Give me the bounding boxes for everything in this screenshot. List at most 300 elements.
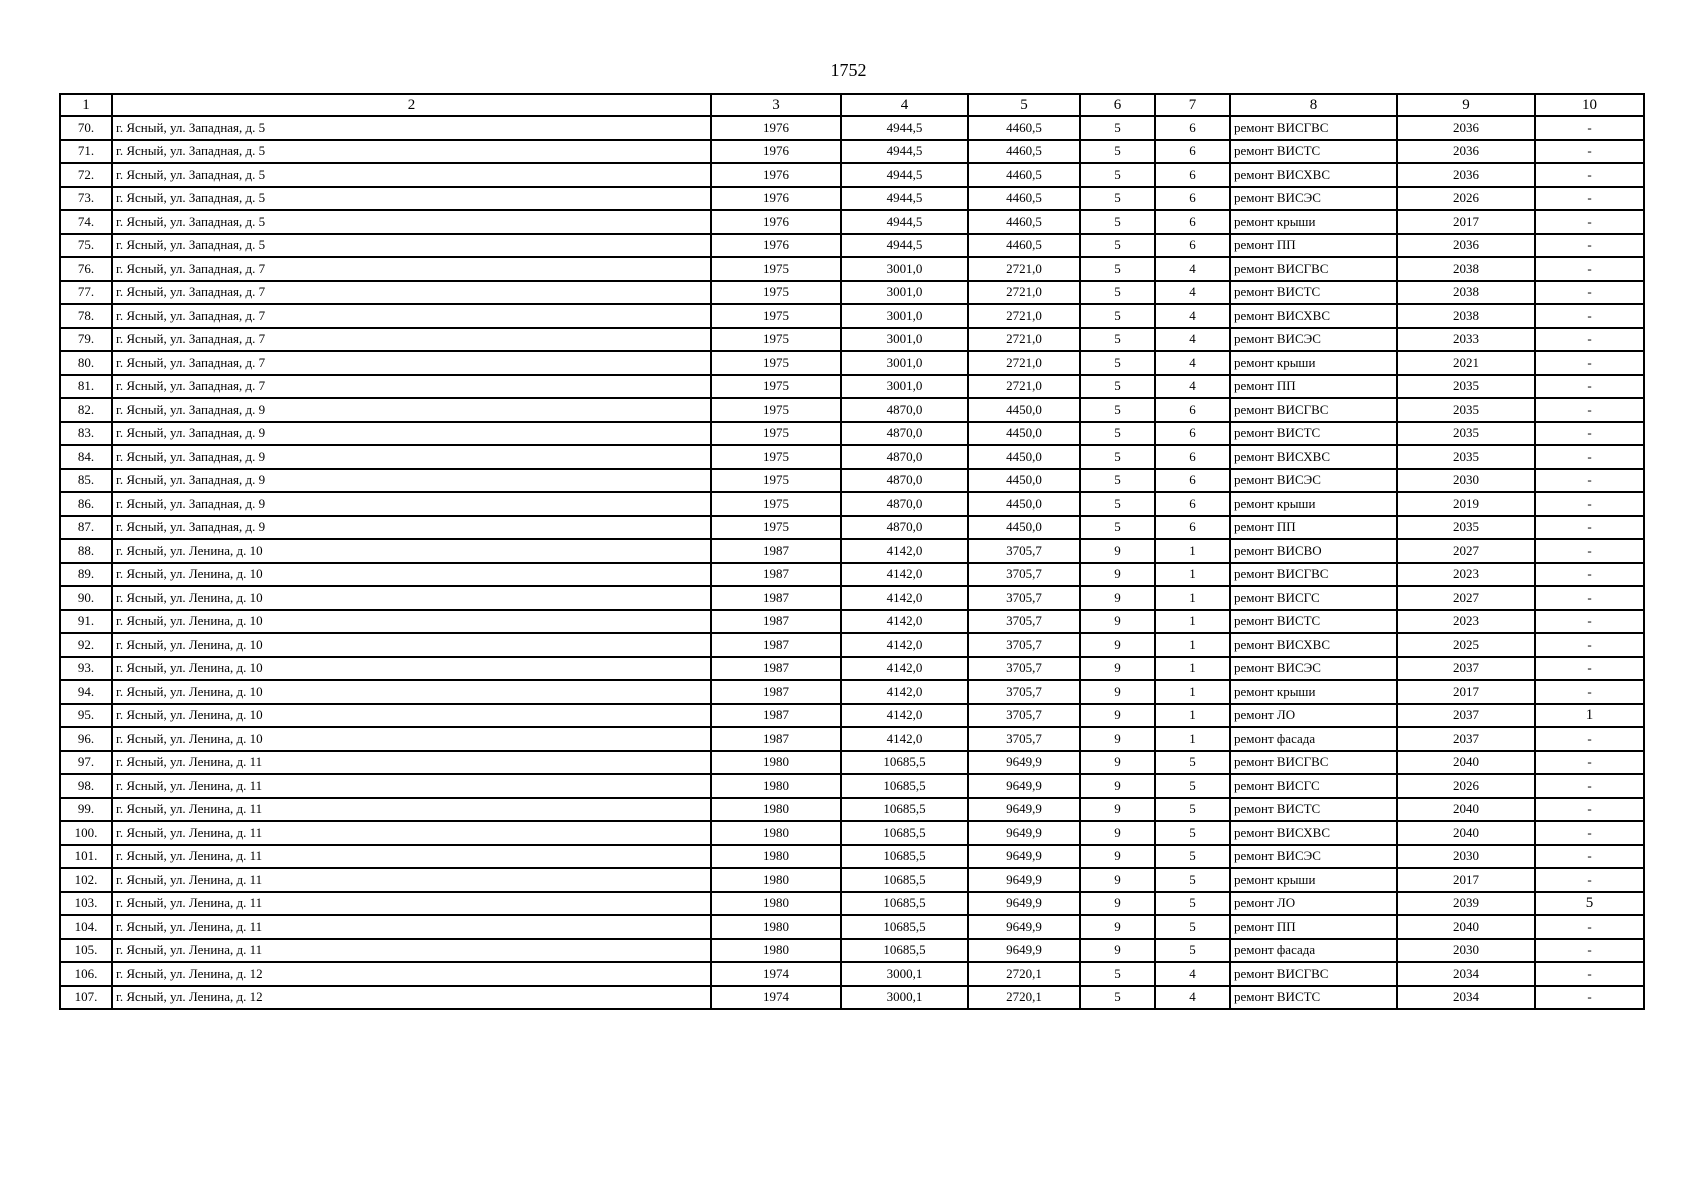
cell-quantity: - <box>1535 563 1644 587</box>
cell-row-number: 80. <box>60 351 112 375</box>
table-row <box>60 962 1644 986</box>
cell-total-area: 3001,0 <box>841 351 968 375</box>
cell-floors: 9 <box>1080 892 1155 916</box>
table-row <box>60 892 1644 916</box>
cell-address: г. Ясный, ул. Западная, д. 7 <box>112 281 711 305</box>
cell-entrances: 5 <box>1155 774 1230 798</box>
cell-total-area: 4870,0 <box>841 398 968 422</box>
cell-entrances: 1 <box>1155 563 1230 587</box>
cell-year-built: 1980 <box>711 751 841 775</box>
cell-planned-year: 2036 <box>1397 116 1535 140</box>
cell-floors: 9 <box>1080 704 1155 728</box>
cell-living-area: 9649,9 <box>968 892 1080 916</box>
cell-row-number: 91. <box>60 610 112 634</box>
cell-floors: 9 <box>1080 845 1155 869</box>
cell-address: г. Ясный, ул. Западная, д. 9 <box>112 516 711 540</box>
cell-work-type: ремонт ВИСТС <box>1230 422 1397 446</box>
cell-planned-year: 2017 <box>1397 868 1535 892</box>
cell-row-number: 85. <box>60 469 112 493</box>
cell-entrances: 6 <box>1155 116 1230 140</box>
cell-floors: 5 <box>1080 234 1155 258</box>
cell-total-area: 4870,0 <box>841 469 968 493</box>
cell-total-area: 4142,0 <box>841 704 968 728</box>
cell-living-area: 2721,0 <box>968 351 1080 375</box>
cell-quantity: - <box>1535 610 1644 634</box>
cell-floors: 5 <box>1080 304 1155 328</box>
header-row <box>60 94 1644 116</box>
cell-floors: 9 <box>1080 610 1155 634</box>
cell-entrances: 1 <box>1155 727 1230 751</box>
cell-address: г. Ясный, ул. Западная, д. 9 <box>112 445 711 469</box>
cell-row-number: 74. <box>60 210 112 234</box>
cell-row-number: 71. <box>60 140 112 164</box>
cell-work-type: ремонт ВИСГС <box>1230 774 1397 798</box>
cell-row-number: 97. <box>60 751 112 775</box>
cell-planned-year: 2030 <box>1397 469 1535 493</box>
cell-work-type: ремонт ВИСТС <box>1230 798 1397 822</box>
cell-year-built: 1987 <box>711 657 841 681</box>
cell-living-area: 4460,5 <box>968 187 1080 211</box>
cell-living-area: 4460,5 <box>968 116 1080 140</box>
cell-entrances: 5 <box>1155 798 1230 822</box>
cell-planned-year: 2036 <box>1397 234 1535 258</box>
cell-quantity: - <box>1535 163 1644 187</box>
cell-work-type: ремонт ВИСХВС <box>1230 163 1397 187</box>
cell-entrances: 6 <box>1155 187 1230 211</box>
cell-entrances: 5 <box>1155 751 1230 775</box>
cell-total-area: 3001,0 <box>841 257 968 281</box>
cell-row-number: 79. <box>60 328 112 352</box>
cell-work-type: ремонт ВИСГВС <box>1230 962 1397 986</box>
cell-floors: 9 <box>1080 563 1155 587</box>
cell-work-type: ремонт ВИСГВС <box>1230 751 1397 775</box>
cell-address: г. Ясный, ул. Ленина, д. 10 <box>112 610 711 634</box>
cell-entrances: 1 <box>1155 539 1230 563</box>
cell-total-area: 10685,5 <box>841 868 968 892</box>
cell-quantity: - <box>1535 257 1644 281</box>
cell-address: г. Ясный, ул. Ленина, д. 10 <box>112 633 711 657</box>
cell-entrances: 1 <box>1155 680 1230 704</box>
column-header: 6 <box>1080 94 1155 116</box>
cell-floors: 5 <box>1080 351 1155 375</box>
cell-row-number: 99. <box>60 798 112 822</box>
cell-planned-year: 2040 <box>1397 821 1535 845</box>
cell-quantity: - <box>1535 868 1644 892</box>
cell-quantity: - <box>1535 774 1644 798</box>
cell-floors: 9 <box>1080 868 1155 892</box>
cell-year-built: 1987 <box>711 727 841 751</box>
cell-total-area: 4870,0 <box>841 445 968 469</box>
cell-quantity: - <box>1535 539 1644 563</box>
cell-floors: 5 <box>1080 962 1155 986</box>
cell-work-type: ремонт ВИСХВС <box>1230 821 1397 845</box>
cell-work-type: ремонт крыши <box>1230 492 1397 516</box>
cell-year-built: 1975 <box>711 492 841 516</box>
cell-living-area: 2720,1 <box>968 986 1080 1010</box>
cell-row-number: 94. <box>60 680 112 704</box>
cell-row-number: 106. <box>60 962 112 986</box>
cell-planned-year: 2035 <box>1397 375 1535 399</box>
cell-living-area: 9649,9 <box>968 939 1080 963</box>
cell-year-built: 1980 <box>711 939 841 963</box>
cell-year-built: 1976 <box>711 116 841 140</box>
cell-year-built: 1987 <box>711 704 841 728</box>
cell-quantity: - <box>1535 492 1644 516</box>
cell-total-area: 3001,0 <box>841 328 968 352</box>
cell-address: г. Ясный, ул. Ленина, д. 11 <box>112 774 711 798</box>
cell-floors: 9 <box>1080 915 1155 939</box>
cell-planned-year: 2035 <box>1397 516 1535 540</box>
cell-total-area: 4142,0 <box>841 586 968 610</box>
table-row <box>60 774 1644 798</box>
cell-address: г. Ясный, ул. Ленина, д. 12 <box>112 962 711 986</box>
cell-work-type: ремонт ВИСЭС <box>1230 187 1397 211</box>
cell-year-built: 1975 <box>711 516 841 540</box>
cell-floors: 5 <box>1080 210 1155 234</box>
cell-total-area: 4142,0 <box>841 727 968 751</box>
cell-planned-year: 2037 <box>1397 704 1535 728</box>
cell-living-area: 3705,7 <box>968 586 1080 610</box>
cell-quantity: - <box>1535 986 1644 1010</box>
cell-row-number: 105. <box>60 939 112 963</box>
cell-entrances: 5 <box>1155 939 1230 963</box>
cell-quantity: - <box>1535 680 1644 704</box>
cell-address: г. Ясный, ул. Западная, д. 7 <box>112 328 711 352</box>
cell-total-area: 3001,0 <box>841 281 968 305</box>
cell-year-built: 1976 <box>711 140 841 164</box>
table-row <box>60 986 1644 1010</box>
table-row <box>60 210 1644 234</box>
cell-floors: 5 <box>1080 281 1155 305</box>
cell-work-type: ремонт ПП <box>1230 234 1397 258</box>
column-header: 9 <box>1397 94 1535 116</box>
table-row <box>60 281 1644 305</box>
cell-year-built: 1980 <box>711 915 841 939</box>
cell-address: г. Ясный, ул. Ленина, д. 10 <box>112 539 711 563</box>
cell-address: г. Ясный, ул. Ленина, д. 11 <box>112 821 711 845</box>
table-row <box>60 375 1644 399</box>
table-row <box>60 257 1644 281</box>
cell-address: г. Ясный, ул. Западная, д. 5 <box>112 210 711 234</box>
cell-address: г. Ясный, ул. Ленина, д. 11 <box>112 915 711 939</box>
cell-entrances: 6 <box>1155 140 1230 164</box>
table-row <box>60 563 1644 587</box>
table-row <box>60 539 1644 563</box>
cell-total-area: 10685,5 <box>841 845 968 869</box>
cell-total-area: 4944,5 <box>841 140 968 164</box>
table-row <box>60 304 1644 328</box>
cell-living-area: 2721,0 <box>968 257 1080 281</box>
cell-total-area: 4142,0 <box>841 563 968 587</box>
cell-work-type: ремонт ВИСХВС <box>1230 304 1397 328</box>
cell-address: г. Ясный, ул. Ленина, д. 10 <box>112 704 711 728</box>
cell-row-number: 96. <box>60 727 112 751</box>
cell-quantity: - <box>1535 516 1644 540</box>
cell-year-built: 1987 <box>711 633 841 657</box>
cell-quantity: - <box>1535 398 1644 422</box>
cell-floors: 9 <box>1080 539 1155 563</box>
cell-total-area: 10685,5 <box>841 821 968 845</box>
cell-address: г. Ясный, ул. Западная, д. 5 <box>112 116 711 140</box>
cell-floors: 5 <box>1080 445 1155 469</box>
cell-row-number: 104. <box>60 915 112 939</box>
cell-address: г. Ясный, ул. Ленина, д. 10 <box>112 657 711 681</box>
cell-entrances: 5 <box>1155 868 1230 892</box>
cell-work-type: ремонт ВИСТС <box>1230 610 1397 634</box>
cell-work-type: ремонт ВИСЭС <box>1230 469 1397 493</box>
cell-work-type: ремонт фасада <box>1230 939 1397 963</box>
cell-entrances: 4 <box>1155 351 1230 375</box>
cell-address: г. Ясный, ул. Ленина, д. 11 <box>112 845 711 869</box>
table-row <box>60 704 1644 728</box>
cell-address: г. Ясный, ул. Ленина, д. 10 <box>112 727 711 751</box>
cell-address: г. Ясный, ул. Западная, д. 7 <box>112 304 711 328</box>
cell-quantity: - <box>1535 187 1644 211</box>
cell-living-area: 4450,0 <box>968 469 1080 493</box>
cell-entrances: 6 <box>1155 516 1230 540</box>
cell-year-built: 1980 <box>711 892 841 916</box>
cell-work-type: ремонт ЛО <box>1230 704 1397 728</box>
cell-planned-year: 2027 <box>1397 539 1535 563</box>
cell-address: г. Ясный, ул. Ленина, д. 11 <box>112 798 711 822</box>
cell-year-built: 1975 <box>711 304 841 328</box>
cell-work-type: ремонт ВИСТС <box>1230 281 1397 305</box>
cell-entrances: 4 <box>1155 986 1230 1010</box>
cell-floors: 9 <box>1080 657 1155 681</box>
cell-total-area: 4142,0 <box>841 680 968 704</box>
cell-floors: 5 <box>1080 398 1155 422</box>
cell-work-type: ремонт крыши <box>1230 351 1397 375</box>
column-header: 7 <box>1155 94 1230 116</box>
cell-address: г. Ясный, ул. Ленина, д. 11 <box>112 939 711 963</box>
cell-floors: 9 <box>1080 680 1155 704</box>
cell-living-area: 2720,1 <box>968 962 1080 986</box>
cell-row-number: 93. <box>60 657 112 681</box>
table-row <box>60 140 1644 164</box>
cell-row-number: 90. <box>60 586 112 610</box>
cell-address: г. Ясный, ул. Западная, д. 9 <box>112 398 711 422</box>
cell-total-area: 4944,5 <box>841 116 968 140</box>
cell-work-type: ремонт ВИСЭС <box>1230 657 1397 681</box>
column-header: 8 <box>1230 94 1397 116</box>
cell-planned-year: 2034 <box>1397 962 1535 986</box>
cell-year-built: 1987 <box>711 610 841 634</box>
cell-row-number: 100. <box>60 821 112 845</box>
cell-entrances: 6 <box>1155 398 1230 422</box>
cell-work-type: ремонт ПП <box>1230 375 1397 399</box>
cell-address: г. Ясный, ул. Западная, д. 5 <box>112 187 711 211</box>
cell-living-area: 4460,5 <box>968 210 1080 234</box>
cell-entrances: 4 <box>1155 304 1230 328</box>
cell-work-type: ремонт ЛО <box>1230 892 1397 916</box>
cell-total-area: 4142,0 <box>841 633 968 657</box>
cell-address: г. Ясный, ул. Западная, д. 5 <box>112 163 711 187</box>
cell-row-number: 84. <box>60 445 112 469</box>
cell-address: г. Ясный, ул. Ленина, д. 12 <box>112 986 711 1010</box>
cell-living-area: 4450,0 <box>968 445 1080 469</box>
cell-quantity: - <box>1535 445 1644 469</box>
cell-year-built: 1975 <box>711 375 841 399</box>
cell-entrances: 6 <box>1155 445 1230 469</box>
cell-quantity: - <box>1535 469 1644 493</box>
cell-row-number: 89. <box>60 563 112 587</box>
cell-year-built: 1975 <box>711 281 841 305</box>
cell-total-area: 4870,0 <box>841 422 968 446</box>
cell-address: г. Ясный, ул. Западная, д. 5 <box>112 234 711 258</box>
cell-planned-year: 2025 <box>1397 633 1535 657</box>
cell-total-area: 4142,0 <box>841 539 968 563</box>
cell-address: г. Ясный, ул. Ленина, д. 11 <box>112 751 711 775</box>
cell-entrances: 6 <box>1155 163 1230 187</box>
cell-planned-year: 2021 <box>1397 351 1535 375</box>
cell-address: г. Ясный, ул. Ленина, д. 10 <box>112 586 711 610</box>
cell-year-built: 1987 <box>711 539 841 563</box>
cell-year-built: 1975 <box>711 351 841 375</box>
cell-floors: 9 <box>1080 939 1155 963</box>
cell-row-number: 98. <box>60 774 112 798</box>
cell-year-built: 1974 <box>711 962 841 986</box>
cell-total-area: 10685,5 <box>841 774 968 798</box>
page-number: 1752 <box>830 60 867 80</box>
cell-floors: 5 <box>1080 163 1155 187</box>
cell-row-number: 70. <box>60 116 112 140</box>
cell-work-type: ремонт ВИСЭС <box>1230 328 1397 352</box>
cell-quantity: - <box>1535 304 1644 328</box>
cell-total-area: 10685,5 <box>841 798 968 822</box>
table-row <box>60 469 1644 493</box>
cell-planned-year: 2026 <box>1397 187 1535 211</box>
cell-row-number: 101. <box>60 845 112 869</box>
cell-total-area: 4944,5 <box>841 163 968 187</box>
cell-year-built: 1974 <box>711 986 841 1010</box>
column-header: 4 <box>841 94 968 116</box>
cell-planned-year: 2036 <box>1397 163 1535 187</box>
column-header: 10 <box>1535 94 1644 116</box>
cell-year-built: 1987 <box>711 563 841 587</box>
table-row <box>60 610 1644 634</box>
cell-entrances: 5 <box>1155 892 1230 916</box>
cell-entrances: 6 <box>1155 210 1230 234</box>
cell-floors: 9 <box>1080 586 1155 610</box>
cell-entrances: 6 <box>1155 469 1230 493</box>
cell-planned-year: 2033 <box>1397 328 1535 352</box>
cell-work-type: ремонт ВИСГВС <box>1230 563 1397 587</box>
cell-year-built: 1980 <box>711 798 841 822</box>
cell-year-built: 1980 <box>711 774 841 798</box>
cell-year-built: 1976 <box>711 210 841 234</box>
cell-entrances: 5 <box>1155 845 1230 869</box>
cell-living-area: 4460,5 <box>968 234 1080 258</box>
cell-planned-year: 2038 <box>1397 281 1535 305</box>
cell-planned-year: 2035 <box>1397 445 1535 469</box>
cell-entrances: 6 <box>1155 234 1230 258</box>
table-row <box>60 116 1644 140</box>
cell-row-number: 72. <box>60 163 112 187</box>
cell-row-number: 102. <box>60 868 112 892</box>
cell-living-area: 3705,7 <box>968 633 1080 657</box>
cell-work-type: ремонт ВИСХВС <box>1230 445 1397 469</box>
cell-total-area: 4870,0 <box>841 492 968 516</box>
column-header: 5 <box>968 94 1080 116</box>
cell-year-built: 1975 <box>711 445 841 469</box>
cell-work-type: ремонт крыши <box>1230 680 1397 704</box>
cell-work-type: ремонт ПП <box>1230 915 1397 939</box>
cell-floors: 5 <box>1080 492 1155 516</box>
cell-floors: 5 <box>1080 422 1155 446</box>
cell-year-built: 1980 <box>711 868 841 892</box>
cell-row-number: 78. <box>60 304 112 328</box>
table-row <box>60 492 1644 516</box>
repair-schedule-table <box>59 93 1645 1010</box>
cell-work-type: ремонт ВИСГС <box>1230 586 1397 610</box>
cell-address: г. Ясный, ул. Западная, д. 7 <box>112 351 711 375</box>
cell-floors: 5 <box>1080 140 1155 164</box>
cell-year-built: 1980 <box>711 845 841 869</box>
table-row <box>60 422 1644 446</box>
cell-planned-year: 2037 <box>1397 657 1535 681</box>
cell-floors: 5 <box>1080 469 1155 493</box>
cell-total-area: 10685,5 <box>841 939 968 963</box>
cell-floors: 5 <box>1080 187 1155 211</box>
cell-total-area: 4944,5 <box>841 210 968 234</box>
column-header: 1 <box>60 94 112 116</box>
cell-entrances: 5 <box>1155 821 1230 845</box>
cell-floors: 5 <box>1080 116 1155 140</box>
table-row <box>60 845 1644 869</box>
table-row <box>60 586 1644 610</box>
cell-living-area: 2721,0 <box>968 375 1080 399</box>
cell-planned-year: 2037 <box>1397 727 1535 751</box>
cell-floors: 9 <box>1080 798 1155 822</box>
cell-work-type: ремонт ВИСГВС <box>1230 398 1397 422</box>
table-row <box>60 798 1644 822</box>
cell-total-area: 10685,5 <box>841 892 968 916</box>
cell-floors: 5 <box>1080 328 1155 352</box>
cell-year-built: 1976 <box>711 187 841 211</box>
cell-floors: 5 <box>1080 516 1155 540</box>
cell-planned-year: 2019 <box>1397 492 1535 516</box>
cell-entrances: 1 <box>1155 610 1230 634</box>
cell-planned-year: 2040 <box>1397 798 1535 822</box>
cell-year-built: 1975 <box>711 257 841 281</box>
cell-living-area: 4450,0 <box>968 398 1080 422</box>
cell-living-area: 4450,0 <box>968 516 1080 540</box>
cell-total-area: 10685,5 <box>841 915 968 939</box>
cell-address: г. Ясный, ул. Ленина, д. 11 <box>112 892 711 916</box>
cell-year-built: 1975 <box>711 422 841 446</box>
table-row <box>60 915 1644 939</box>
cell-planned-year: 2038 <box>1397 257 1535 281</box>
cell-living-area: 9649,9 <box>968 915 1080 939</box>
cell-planned-year: 2040 <box>1397 915 1535 939</box>
cell-living-area: 3705,7 <box>968 563 1080 587</box>
cell-row-number: 75. <box>60 234 112 258</box>
cell-address: г. Ясный, ул. Западная, д. 7 <box>112 375 711 399</box>
cell-planned-year: 2030 <box>1397 939 1535 963</box>
cell-floors: 9 <box>1080 821 1155 845</box>
cell-year-built: 1975 <box>711 469 841 493</box>
cell-living-area: 3705,7 <box>968 657 1080 681</box>
cell-work-type: ремонт ПП <box>1230 516 1397 540</box>
cell-planned-year: 2035 <box>1397 398 1535 422</box>
cell-living-area: 2721,0 <box>968 304 1080 328</box>
table-row <box>60 398 1644 422</box>
cell-address: г. Ясный, ул. Ленина, д. 10 <box>112 680 711 704</box>
cell-planned-year: 2017 <box>1397 680 1535 704</box>
cell-total-area: 3001,0 <box>841 375 968 399</box>
cell-living-area: 4460,5 <box>968 140 1080 164</box>
cell-floors: 9 <box>1080 727 1155 751</box>
